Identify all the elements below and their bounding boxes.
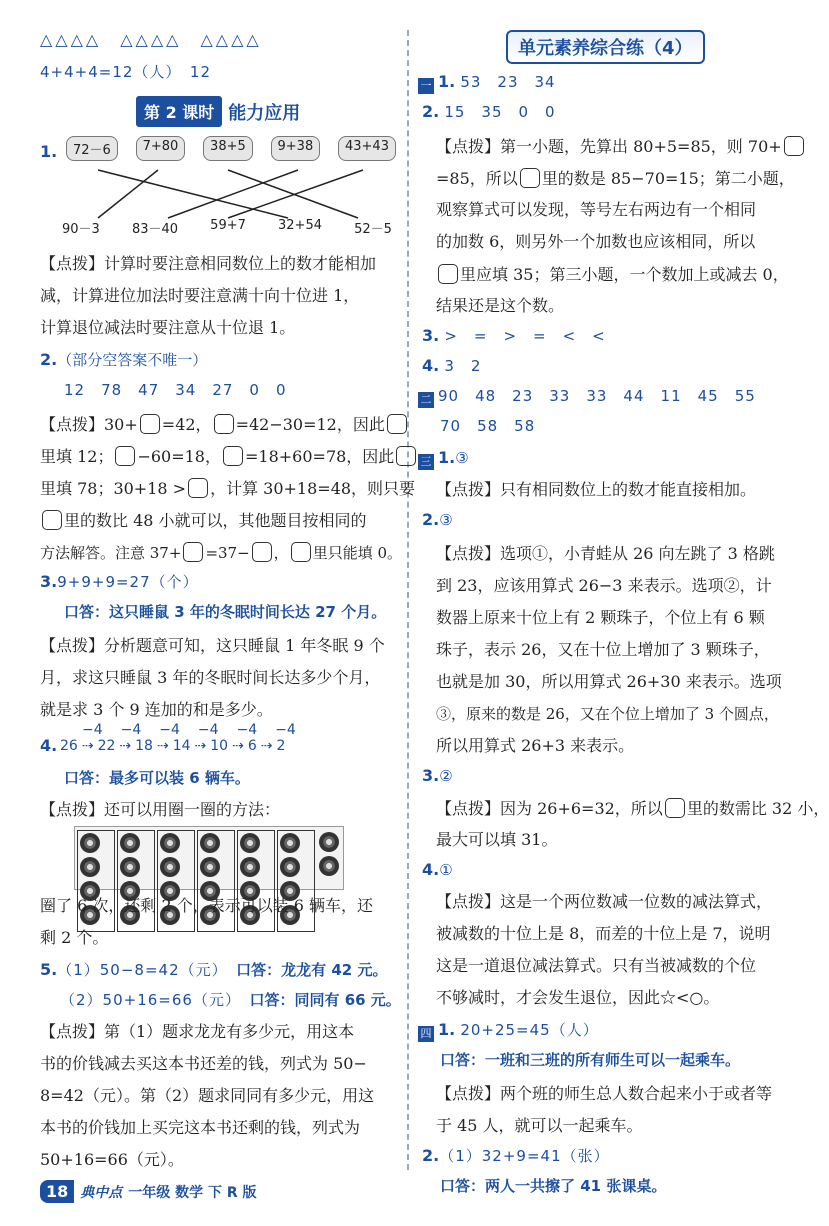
gun-4: 9+38 <box>271 136 321 161</box>
q5-note-2: 书的价钱减去买这本书还差的钱，列式为 50− <box>40 1054 367 1073</box>
q5-part1: 5.（1）50−8=42（元） 口答：龙龙有 42 元。 <box>40 960 388 979</box>
arrow-icon: ⇢ <box>81 738 94 754</box>
q2-note-1: 【点拨】30+ =42， =42−30=12，因此 <box>40 414 409 435</box>
p2-row1: 二 90 48 23 33 33 44 11 45 55 <box>418 386 756 408</box>
blank-box <box>188 478 208 498</box>
p3-q2-note-6: ③，原来的数是 26，又在个位上增加了 3 个圆点， <box>436 705 779 723</box>
p4-q1-oral: 口答：一班和三班的所有师生可以一起乘车。 <box>440 1051 741 1069</box>
gun-3: 38+5 <box>203 136 253 161</box>
p4-q1-note-2: 于 45 人，就可以一起乘车。 <box>436 1116 643 1135</box>
target-3: 59+7 <box>210 218 246 233</box>
p1-q2-note-1: 【点拨】第一小题，先算出 80+5=85，则 70+ <box>436 136 806 157</box>
q1-number: 1. <box>40 142 58 161</box>
p1-q3: 3. > = > = < < <box>422 326 606 345</box>
blank-box <box>291 542 311 562</box>
p2-row2: 70 58 58 <box>440 417 536 435</box>
p1-q2-note-5: 里应填 35；第三小题，一个数加上或减去 0， <box>436 264 789 285</box>
arrow-icon: ⇢ <box>119 738 132 754</box>
chain-number: 10 <box>210 738 229 754</box>
q2-note-2: 里填 12； −60=18， =18+60=78，因此 <box>40 446 418 467</box>
part-one-icon: 一 <box>418 78 434 94</box>
p3-q2-note-7: 所以用算式 26+3 来表示。 <box>436 736 635 755</box>
p3-q4-note-4: 不够减时，才会发生退位，因此☆<○。 <box>436 988 720 1007</box>
part-two-icon: 二 <box>418 392 434 408</box>
chain-number: 2 <box>276 738 286 754</box>
q1-note-3: 计算退位减法时要注意从十位退 1。 <box>40 318 296 337</box>
chain-number: 18 <box>135 738 153 754</box>
arrow-icon: ⇢ <box>156 738 169 754</box>
p3-q2-note-5: 也就是加 30，所以用算式 26+30 来表示。选项 <box>436 672 782 691</box>
q1-note-2: 减，计算进位加法时要注意满十向十位进 1， <box>40 286 360 305</box>
q2-note-5: 方法解答。注意 37+ =37− ， 里只能填 0。 <box>40 544 402 562</box>
arrow-icon: ⇢ <box>194 738 207 754</box>
arrow-icon: ⇢ <box>260 738 273 754</box>
chain-number: 6 <box>247 738 257 754</box>
q4-note-2: 剩 2 个。 <box>40 928 109 947</box>
q3-head: 3.9+9+9=27（个） <box>40 572 199 591</box>
minus-label: −4 <box>236 722 258 738</box>
q5-note-3: 8=42（元）。第（2）题求同同有多少元，用这 <box>40 1086 375 1105</box>
q4-number-chain <box>60 722 380 762</box>
p3-q2-note-3: 数器上原来十位上有 2 颗珠子，个位上有 6 颗 <box>436 608 765 627</box>
lesson-text: 能力应用 <box>228 102 301 124</box>
p1-q2-note-2: =85，所以 里的数是 85−70=15；第二小题， <box>436 169 795 188</box>
target-5: 52－5 <box>354 222 392 237</box>
p3-q4-note-1: 【点拨】这是一个两位数减一位数的减法算式， <box>436 892 773 911</box>
q5-note-5: 50+16=66（元）。 <box>40 1150 184 1169</box>
minus-label: −4 <box>275 722 296 738</box>
q4-oral: 口答：最多可以装 6 辆车。 <box>64 769 250 787</box>
p3-q1: 三 1.③ <box>418 448 470 470</box>
part-three-icon: 三 <box>418 454 434 470</box>
p1-q2-note-3: 观察算式可以发现，等号左右两边有一个相同 <box>436 200 757 219</box>
q4-note-head: 【点拨】还可以用圈一圈的方法： <box>40 800 281 819</box>
blank-box <box>665 798 685 818</box>
q2-answers: 12 78 47 34 27 0 0 <box>64 381 287 399</box>
q1-matching-figure <box>58 130 398 240</box>
p4-q1-note-1: 【点拨】两个班的师生总人数合起来小于或者等 <box>436 1084 773 1103</box>
blank-box <box>387 414 407 434</box>
blank-box <box>784 136 804 156</box>
p1-q2: 2. 15 35 0 0 <box>422 102 556 121</box>
prev-answer: 4+4+4=12（人） 12 <box>40 63 212 81</box>
p4-q2: 2.（1）32+9=41（张） <box>422 1146 610 1165</box>
q2-note-4: 里的数比 48 小就可以，其他题目按相同的 <box>40 510 367 531</box>
p3-q3-note-2: 最大可以填 31。 <box>436 830 558 849</box>
p1-q2-note-4: 的加数 6，则另外一个加数也应该相同，所以 <box>436 232 756 251</box>
p3-q1-note: 【点拨】只有相同数位上的数才能直接相加。 <box>436 480 757 499</box>
p3-q3: 3.② <box>422 766 454 785</box>
blank-box <box>42 510 62 530</box>
q3-oral: 口答：这只睡鼠 3 年的冬眠时间长达 27 个月。 <box>64 603 387 621</box>
q4-note-1: 圈了 6 次，还剩 2 个，表示可以装 6 辆车，还 <box>40 896 374 915</box>
blank-box <box>140 414 160 434</box>
chain-number: 14 <box>172 738 191 754</box>
q1-note-1: 【点拨】计算时要注意相同数位上的数才能相加 <box>40 254 377 273</box>
blank-box <box>214 414 234 434</box>
gun-2: 7+80 <box>136 136 186 161</box>
lesson-title <box>136 96 300 127</box>
lesson-box: 第 2 课时 <box>136 96 222 127</box>
p3-q2-note-2: 到 23，应该用算式 26−3 来表示。选项②，计 <box>436 576 772 595</box>
p3-q2-note-4: 珠子，表示 26，又在十位上增加了 3 颗珠子， <box>436 640 770 659</box>
p1-q1: 一 1. 53 23 34 <box>418 72 556 94</box>
brand-logo: 典中点 <box>80 1184 123 1201</box>
blank-box <box>183 542 203 562</box>
minus-label: −4 <box>82 722 103 738</box>
p1-q4: 4. 3 2 <box>422 356 482 375</box>
p3-q2: 2.③ <box>422 510 454 529</box>
q2-head: 2.（部分空答案不唯一） <box>40 350 208 369</box>
p3-q4-note-2: 被减数的十位上是 8，而差的十位上是 7，说明 <box>436 924 771 943</box>
blank-box <box>438 264 458 284</box>
part-four-icon: 四 <box>418 1026 434 1042</box>
blank-box <box>223 446 243 466</box>
q5-part2: （2）50+16=66（元） 口答：同同有 66 元。 <box>60 991 401 1009</box>
minus-label: −4 <box>197 722 219 738</box>
gun-1: 72－6 <box>66 136 118 161</box>
triangle-row: △△△△ △△△△ △△△△ <box>40 30 262 49</box>
arrow-icon: ⇢ <box>232 738 244 754</box>
p4-q1: 四 1. 20+25=45（人） <box>418 1020 599 1042</box>
column-divider <box>407 30 409 1170</box>
p3-q2-note-1: 【点拨】选项①，小青蛙从 26 向左跳了 3 格跳 <box>436 544 775 563</box>
p1-q2-note-6: 结果还是这个数。 <box>436 296 565 315</box>
blank-box <box>115 446 135 466</box>
unit-title: 单元素养综合练（4） <box>506 30 705 64</box>
q3-note-1: 【点拨】分析题意可知，这只睡鼠 1 年冬眠 9 个 <box>40 636 385 655</box>
p4-q2-oral: 口答：两人一共擦了 41 张课桌。 <box>440 1177 667 1195</box>
q3-note-2: 月，求这只睡鼠 3 年的冬眠时间长达多少个月， <box>40 668 381 687</box>
blank-box <box>396 446 416 466</box>
chain-number: 22 <box>97 738 116 754</box>
gun-5: 43+43 <box>338 136 396 161</box>
q5-note-1: 【点拨】第（1）题求龙龙有多少元，用这本 <box>40 1022 355 1041</box>
minus-label: −4 <box>159 722 180 738</box>
p3-q4-note-3: 这是一道退位减法算式。只有当被减数的个位 <box>436 956 757 975</box>
page-number: 18 <box>40 1180 74 1203</box>
blank-box <box>520 168 540 188</box>
q3-note-3: 就是求 3 个 9 连加的和是多少。 <box>40 700 273 719</box>
chain-number: 26 <box>60 738 78 754</box>
q2-note-3: 里填 78；30+18 > ，计算 30+18=48，则只要 <box>40 479 416 498</box>
page-footer <box>40 1180 257 1203</box>
target-2: 83－40 <box>131 222 179 237</box>
q5-note-4: 本书的价钱加上买完这本书还剩的钱，列式为 <box>40 1118 361 1137</box>
target-1: 90－3 <box>62 222 100 237</box>
target-4: 32+54 <box>278 218 322 233</box>
p3-q3-note-1: 【点拨】因为 26+6=32，所以 里的数需比 32 小， <box>436 799 829 818</box>
book-info: 一年级 数学 下 R 版 <box>128 1184 257 1201</box>
p3-q4: 4.① <box>422 860 454 879</box>
minus-label: −4 <box>120 722 142 738</box>
wheel-circles-figure <box>74 826 344 890</box>
blank-box <box>252 542 272 562</box>
q4-number: 4. <box>40 736 58 755</box>
